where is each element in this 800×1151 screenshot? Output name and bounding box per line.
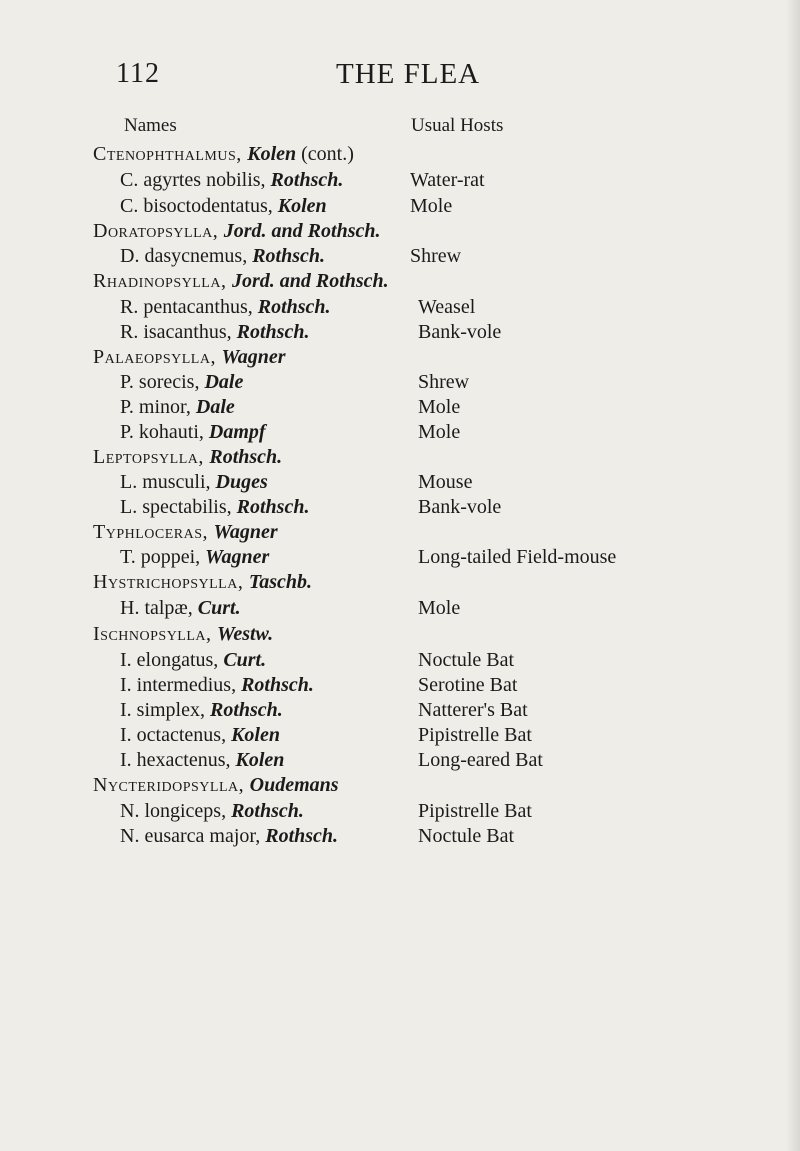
author: Wagner [221, 346, 286, 368]
usual-host: Shrew [418, 371, 470, 393]
taxon: I. simplex, [120, 699, 210, 721]
species-row [0, 823, 800, 849]
species-name [120, 697, 283, 723]
taxon: Nycteridopsylla, [93, 774, 250, 796]
usual-host: Mouse [418, 471, 473, 493]
species-name [120, 419, 266, 445]
species-row [0, 243, 800, 269]
usual-host: Mole [410, 195, 453, 217]
species-name [120, 369, 243, 395]
author: Taschb. [248, 571, 313, 593]
species-name [120, 672, 314, 698]
taxon: Doratopsylla, [93, 220, 224, 242]
species-row [0, 319, 800, 345]
usual-host: Mole [418, 421, 461, 443]
taxon: Typhloceras, [93, 521, 214, 543]
taxon: I. hexactenus, [120, 749, 236, 771]
taxon: Rhadinopsylla, [93, 270, 232, 292]
genus-row [0, 268, 800, 294]
genus-name [93, 141, 354, 167]
species-name [120, 647, 266, 673]
usual-host: Natterer's Bat [418, 699, 528, 721]
species-row [0, 647, 800, 673]
author: Wagner [205, 546, 270, 568]
taxon: Leptopsylla, [93, 446, 210, 468]
author: Curt. [223, 649, 267, 671]
author: Kolen [235, 749, 285, 771]
taxon: P. kohauti, [120, 421, 209, 443]
species-row [0, 419, 800, 445]
author: Dampf [208, 421, 266, 443]
usual-host: Pipistrelle Bat [418, 724, 532, 746]
species-row [0, 595, 800, 621]
taxon: I. intermedius, [120, 674, 242, 696]
taxon: Ctenophthalmus, [93, 143, 248, 165]
author: Jord. and Rothsch. [231, 270, 389, 292]
usual-host: Shrew [410, 245, 462, 267]
species-row [0, 193, 800, 219]
species-name [120, 394, 235, 420]
genus-row [0, 772, 800, 798]
genus-name [93, 569, 312, 595]
usual-host: Pipistrelle Bat [418, 800, 532, 822]
usual-host: Water-rat [410, 169, 485, 191]
usual-host: Noctule Bat [418, 825, 515, 847]
author: Kolen [247, 143, 297, 165]
taxon: N. longiceps, [120, 800, 232, 822]
genus-row [0, 569, 800, 595]
taxon: L. musculi, [120, 471, 216, 493]
species-row [0, 747, 800, 773]
species-name [120, 595, 241, 621]
taxon: I. octactenus, [120, 724, 232, 746]
column-header-hosts: Usual Hosts [411, 115, 504, 136]
taxon: T. poppei, [120, 546, 206, 568]
taxon: P. sorecis, [120, 371, 205, 393]
taxon: I. elongatus, [120, 649, 224, 671]
usual-host: Noctule Bat [418, 649, 515, 671]
species-name [120, 747, 284, 773]
author: Kolen [231, 724, 280, 746]
taxon: C. agyrtes nobilis, [120, 169, 271, 191]
usual-host: Bank-vole [418, 496, 502, 518]
taxon: N. eusarca major, [120, 825, 266, 847]
author: Rothsch. [210, 699, 283, 721]
author: Rothsch. [209, 446, 283, 468]
species-name [120, 494, 309, 520]
column-header-names: Names [124, 115, 177, 136]
genus-row [0, 444, 800, 470]
species-row [0, 672, 800, 698]
species-row [0, 798, 800, 824]
taxon: D. dasycnemus, [120, 245, 253, 267]
usual-host: Mole [418, 597, 461, 619]
genus-row [0, 141, 800, 167]
genus-name [93, 621, 273, 647]
taxon: C. bisoctodentatus, [120, 195, 278, 217]
usual-host: Mole [418, 396, 461, 418]
species-row [0, 394, 800, 420]
author: Curt. [197, 597, 241, 619]
author: Rothsch. [252, 245, 326, 267]
author: Rothsch. [236, 321, 310, 343]
author: Duges [215, 471, 268, 493]
genus-name [93, 519, 278, 545]
species-row [0, 722, 800, 748]
taxon: H. talpæ, [120, 597, 198, 619]
taxon: R. pentacanthus, [120, 296, 258, 318]
species-name [120, 469, 268, 495]
taxon: P. minor, [120, 396, 196, 418]
page-header [0, 58, 800, 98]
taxon: Hystrichopsylla, [93, 571, 249, 593]
genus-name [93, 218, 380, 244]
genus-row [0, 621, 800, 647]
species-row [0, 544, 800, 570]
taxon: Palaeopsylla, [93, 346, 222, 368]
genus-row [0, 218, 800, 244]
author: Rothsch. [270, 169, 344, 191]
author: Dale [195, 396, 235, 418]
author: Jord. and Rothsch. [223, 220, 381, 242]
genus-name [93, 772, 339, 798]
author: Dale [204, 371, 244, 393]
page-number: 112 [116, 58, 160, 89]
species-name [120, 167, 343, 193]
species-row [0, 697, 800, 723]
continuation-note: (cont.) [296, 143, 354, 165]
species-name [120, 544, 269, 570]
author: Wagner [213, 521, 278, 543]
genus-name [93, 268, 389, 294]
author: Kolen [277, 195, 327, 217]
species-row [0, 494, 800, 520]
species-row [0, 294, 800, 320]
author: Rothsch. [231, 800, 304, 822]
running-title: THE FLEA [336, 58, 481, 90]
species-name [120, 294, 331, 320]
usual-host: Weasel [418, 296, 476, 318]
genus-row [0, 519, 800, 545]
species-row [0, 167, 800, 193]
taxon: Ischnopsylla, [93, 623, 218, 645]
usual-host: Long-eared Bat [418, 749, 543, 771]
species-name [120, 319, 309, 345]
author: Westw. [217, 623, 274, 645]
species-row [0, 469, 800, 495]
usual-host: Serotine Bat [418, 674, 518, 696]
author: Rothsch. [241, 674, 314, 696]
genus-name [93, 444, 282, 470]
species-name [120, 722, 280, 748]
species-name [120, 823, 338, 849]
author: Rothsch. [236, 496, 310, 518]
species-name [120, 193, 327, 219]
taxon: R. isacanthus, [120, 321, 237, 343]
author: Oudemans [249, 774, 339, 796]
species-name [120, 243, 325, 269]
usual-host: Long-tailed Field-mouse [418, 546, 617, 568]
species-name [120, 798, 304, 824]
species-row [0, 369, 800, 395]
author: Rothsch. [265, 825, 339, 847]
taxon: L. spectabilis, [120, 496, 237, 518]
genus-name [93, 344, 286, 370]
usual-host: Bank-vole [418, 321, 502, 343]
author: Rothsch. [257, 296, 331, 318]
genus-row [0, 344, 800, 370]
